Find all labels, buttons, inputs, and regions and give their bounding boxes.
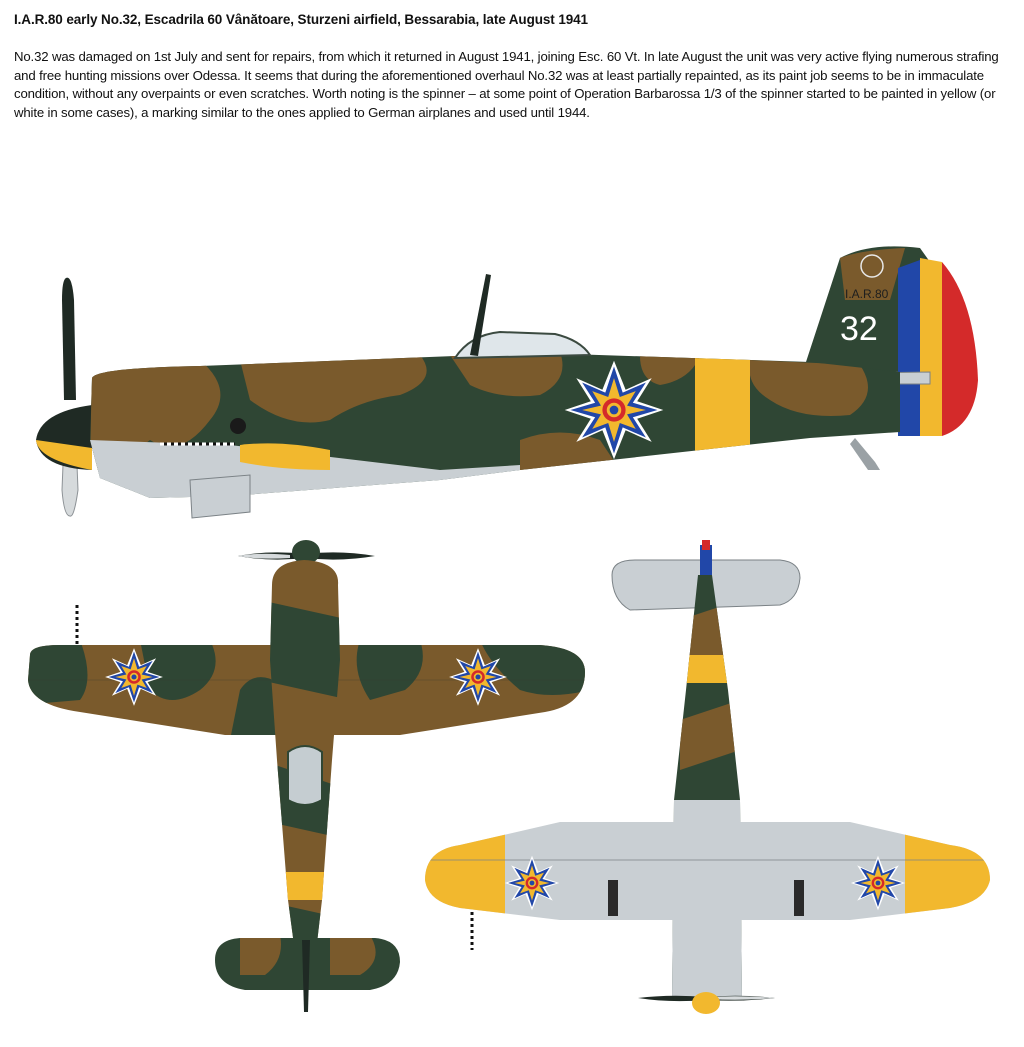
- bottom-plan-view: [420, 540, 995, 1014]
- landing-gear-fairing: [190, 475, 250, 518]
- landing-gear-right: [794, 880, 804, 916]
- description-paragraph: No.32 was damaged on 1st July and sent for repairs, from which it returned in August 1941, joining Esc. 60 Vt. In late August the unit was very active flying numerous strafing and free hunting missions over Odessa. It seems that during the aforementioned overhaul No.32 was at least partially repainted, as its paint job seems to be in immaculate condition, without any overpaints or even scratches. Worth noting is the spinner – at some point of Operation Barbarossa 1/3 of the spinner started to be painted in yellow (or white in some cases), a marking similar to the ones applied to German airplanes and used until 1944.: [14, 49, 999, 120]
- tail-number: 32: [840, 310, 878, 348]
- exhaust-port: [230, 418, 246, 434]
- landing-gear-left: [608, 880, 618, 916]
- top-plan-view: [20, 540, 590, 1012]
- page-title: I.A.R.80 early No.32, Escadrila 60 Vânătoare, Sturzeni airfield, Bessarabia, late August 1941: [14, 12, 588, 27]
- side-profile-view: [36, 246, 978, 520]
- top-rudder-tip: [302, 940, 310, 1012]
- tail-wheel-strut: [850, 438, 880, 470]
- top-canopy: [288, 746, 322, 805]
- rudder-tricolor: [898, 258, 978, 436]
- propeller-blade-top: [62, 278, 76, 400]
- tail-type-text: I.A.R.80: [845, 287, 889, 301]
- bottom-spinner: [692, 992, 720, 1014]
